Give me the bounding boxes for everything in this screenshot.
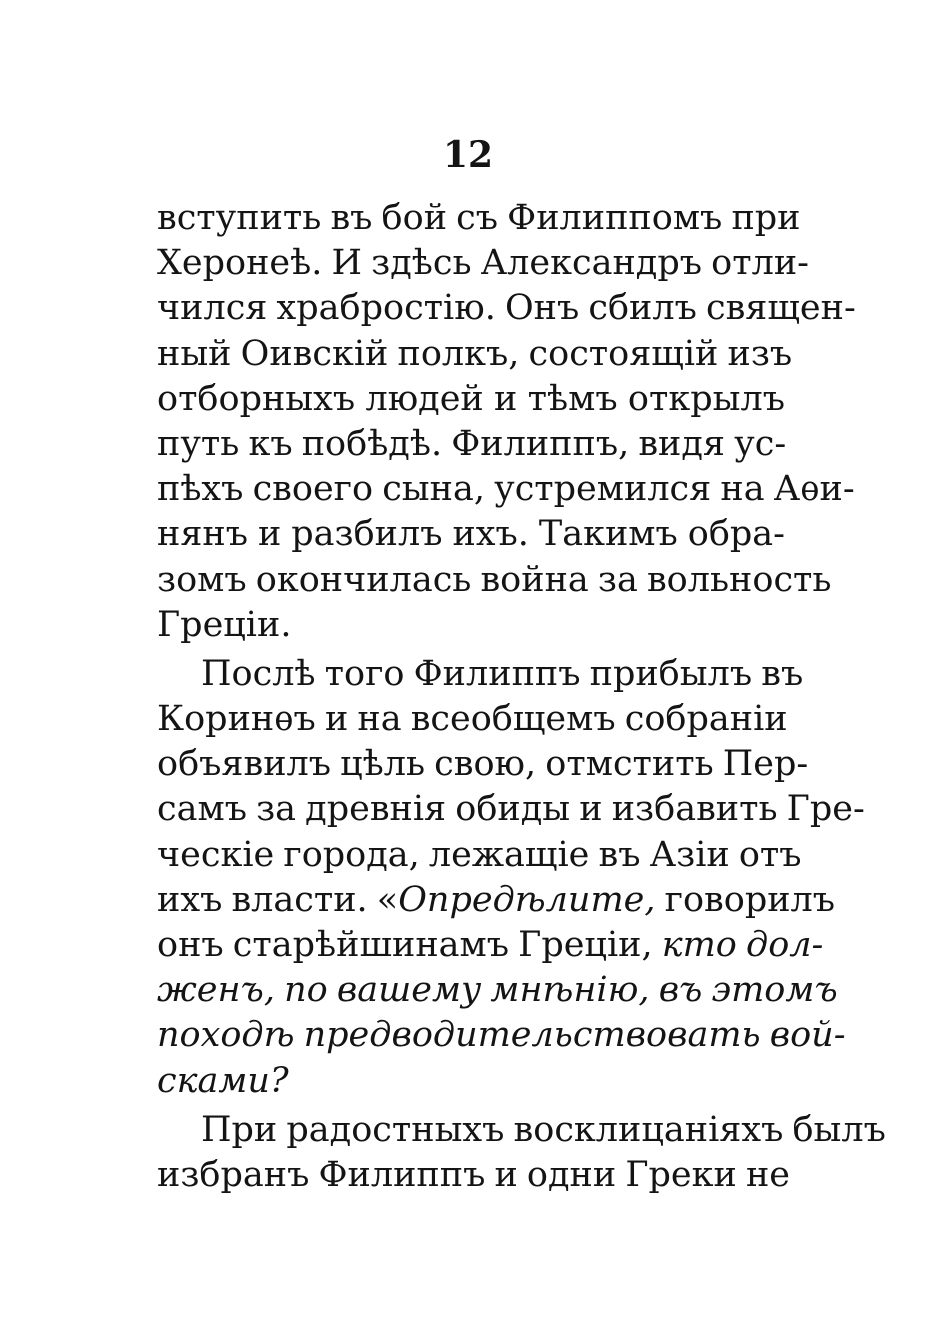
text-line: зомъ окончилась война за вольность (157, 559, 832, 600)
text-line: путь къ побѣдѣ. Филиппъ, видя ус- (157, 423, 787, 464)
text-line (157, 878, 836, 923)
text-line: самъ за древнія обиды и избавить Гре- (157, 789, 865, 830)
text-line: ный Оивскій полкъ, состоящій изъ (157, 333, 793, 374)
text-line: избранъ Филиппъ и одни Греки не (157, 1154, 790, 1195)
quote-line: сками? (157, 1060, 289, 1101)
paragraph-3 (157, 1108, 886, 1198)
quote-italic: кто дол- (661, 925, 824, 965)
text-line: отборныхъ людей и тѣмъ открылъ (157, 378, 785, 419)
paragraph-1 (157, 196, 856, 648)
paragraph-2 (157, 652, 865, 1104)
body-text (157, 196, 886, 1198)
text-run: говорилъ (655, 879, 836, 920)
text-line: пѣхъ своего сына, устремился на Аѳи- (157, 469, 855, 510)
quote-line: женъ, по вашему мнѣнію, въ этомъ (157, 970, 838, 1011)
text-line (157, 923, 824, 968)
text-line: вступить въ бой съ Филиппомъ при (157, 198, 801, 238)
text-line: Коринѳъ и на всеобщемъ собраніи (157, 699, 788, 740)
page-number: 12 (442, 134, 494, 176)
text-line: Греціи. (157, 604, 292, 645)
text-line: При радостныхъ восклицаніяхъ былъ (201, 1109, 886, 1150)
quote-line: походѣ предводительствовать вой- (157, 1015, 846, 1056)
text-line: Послѣ того Филиппъ прибылъ въ (201, 653, 804, 694)
text-run: ихъ власти. « (157, 879, 399, 920)
text-line: Херонеѣ. И здѣсь Александръ отли- (157, 243, 809, 284)
quote-italic: Опредѣлите, (398, 879, 656, 920)
text-line: чился храбростію. Онъ сбилъ священ- (157, 288, 856, 329)
text-run: онъ старѣйшинамъ Греціи, (157, 925, 662, 965)
text-line: объявилъ цѣль свою, отмстить Пер- (157, 744, 809, 785)
text-line: ческіе города, лежащіе въ Азіи отъ (157, 834, 802, 875)
text-line: нянъ и разбилъ ихъ. Такимъ обра- (157, 514, 785, 555)
